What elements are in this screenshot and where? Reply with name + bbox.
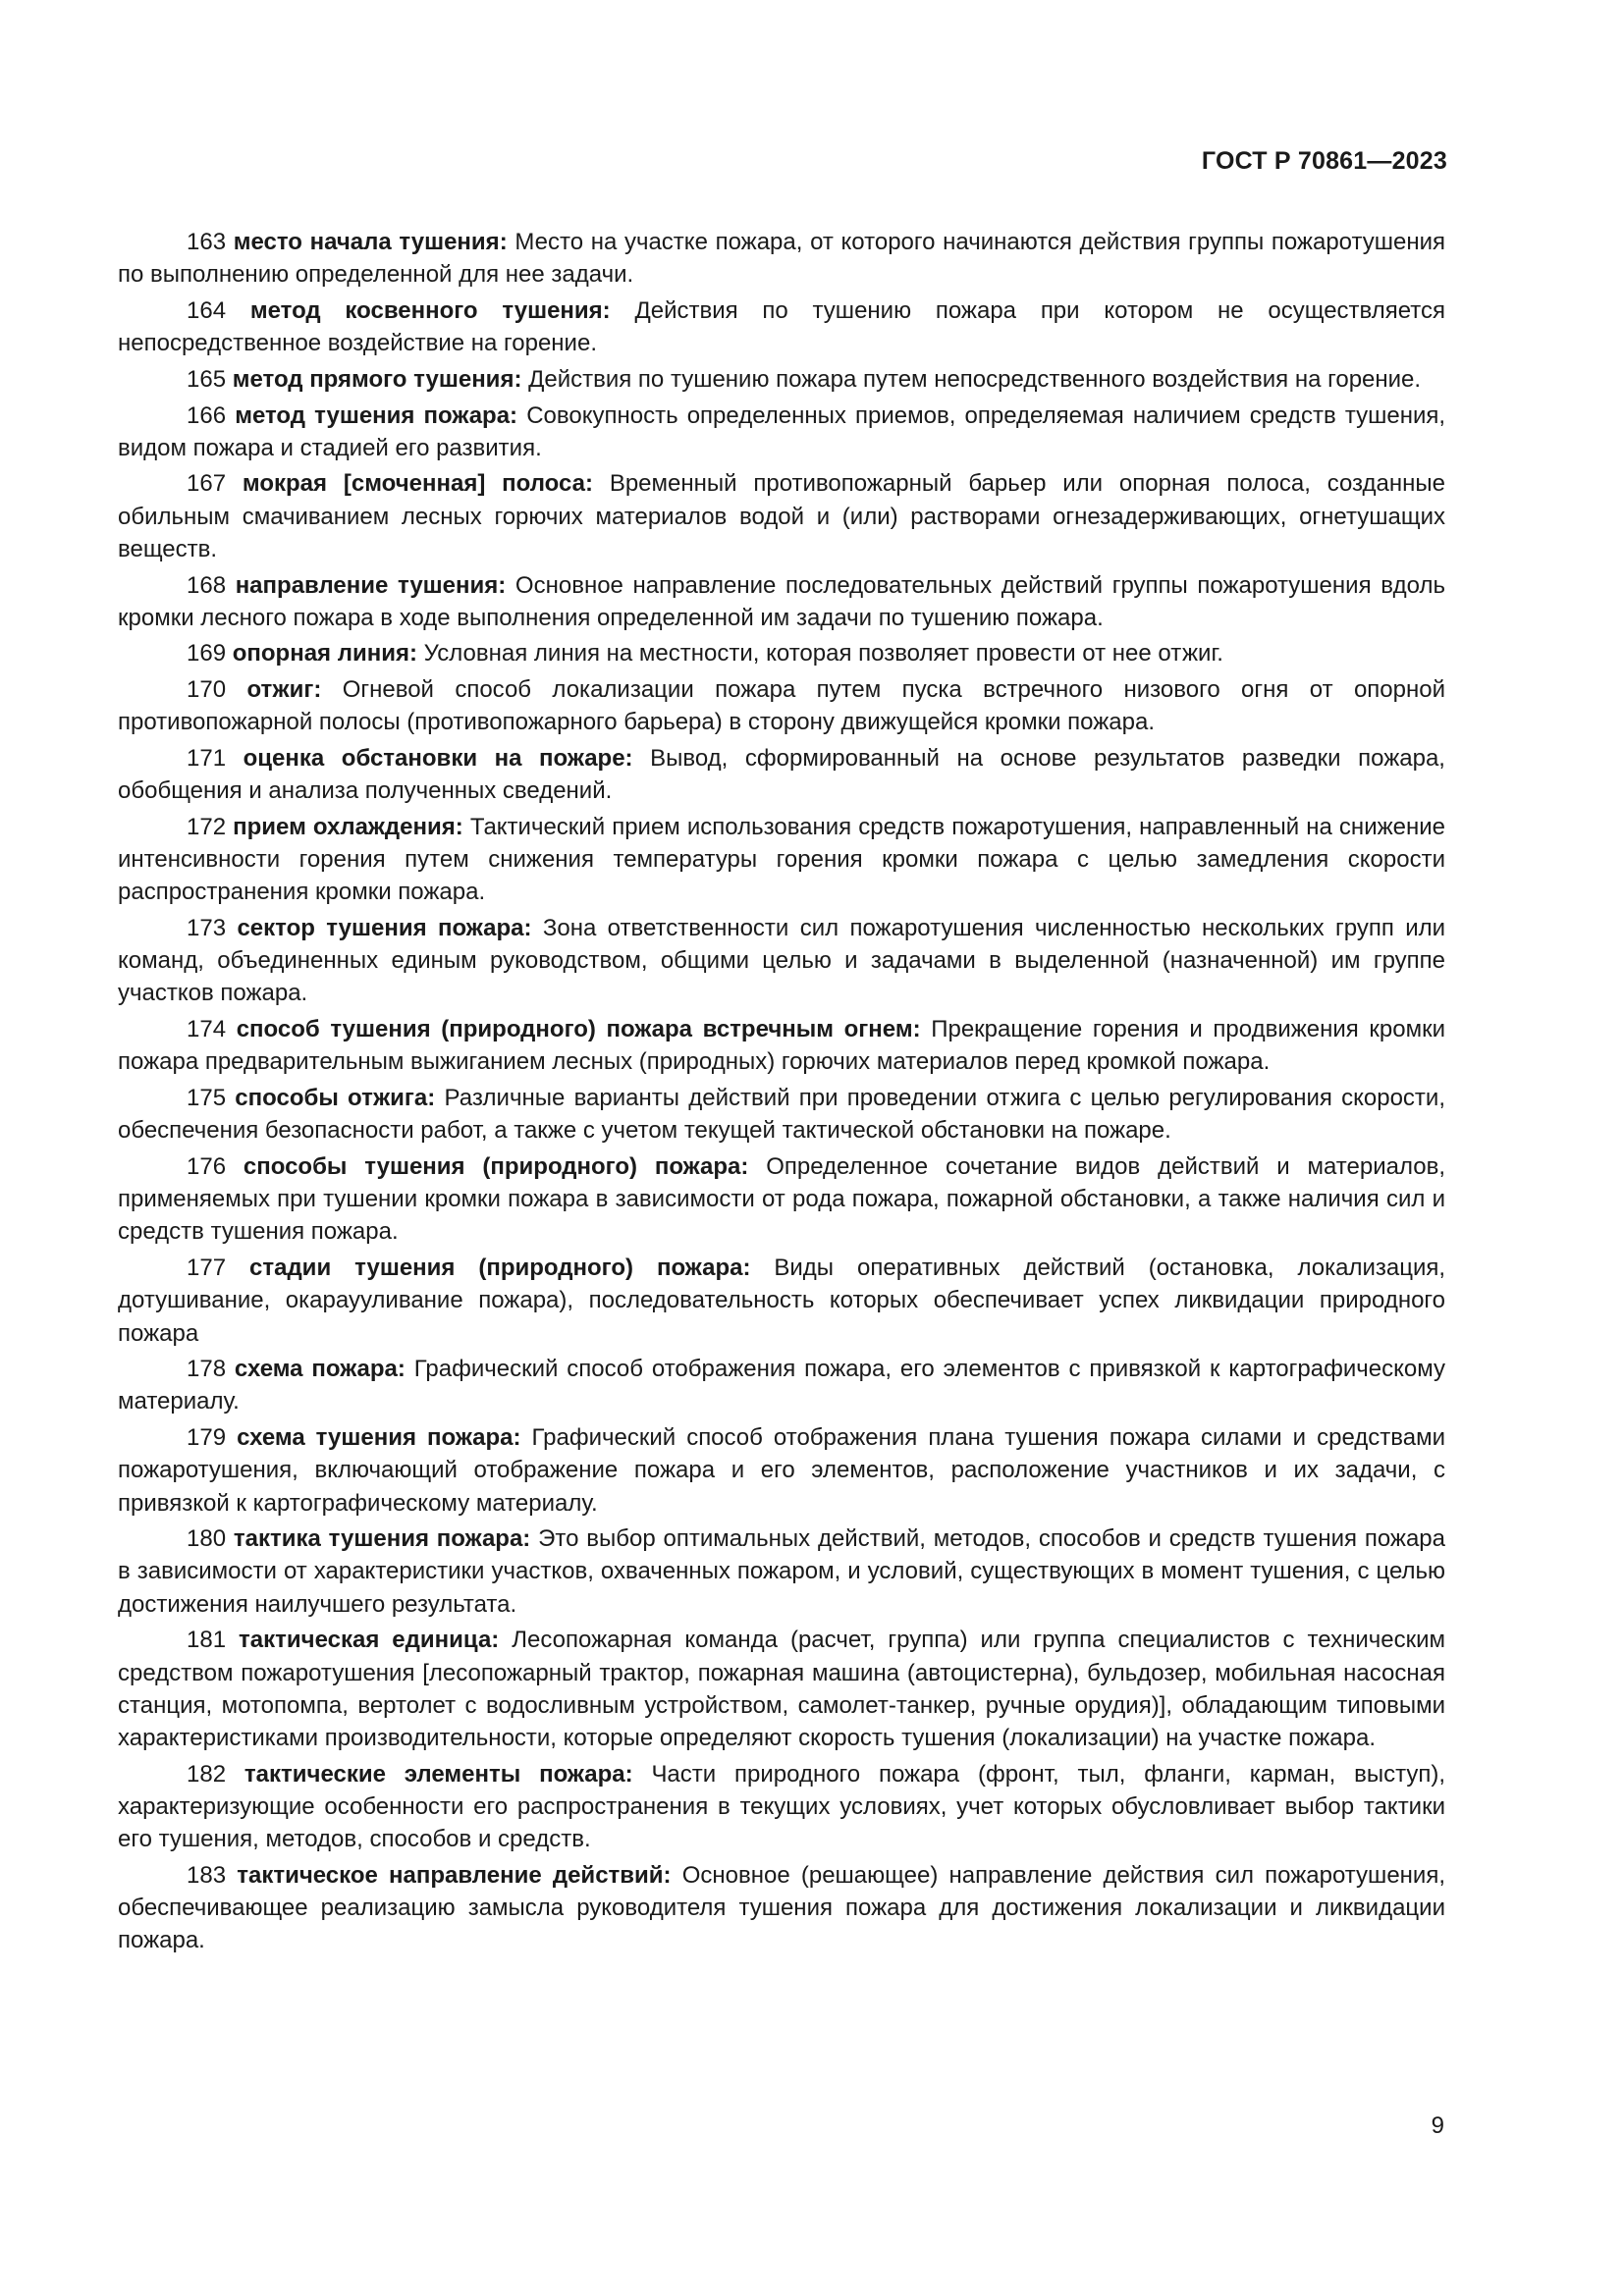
term-entry-167	[118, 467, 1445, 565]
term-definition: Прекращение горения и продвижения кромки пожара предварительным выжиганием лесных (природных) горючих материалов перед кромкой пожара.	[118, 1016, 1446, 1076]
term-number: 172	[187, 813, 227, 840]
term-entry-183	[118, 1859, 1445, 1957]
term-definition: Это выбор оптимальных действий, методов, способов и средств тушения пожара в зависимости от характеристики участков, охваченных пожаром, и условий, существующих в момент тушения, с целью достижения наилучшего результата.	[118, 1525, 1446, 1618]
term-number: 164	[187, 296, 227, 324]
term-entry-177	[118, 1252, 1445, 1350]
term-number: 180	[187, 1525, 227, 1553]
term-title: схема пожара:	[234, 1356, 406, 1383]
term-definition: Основное (решающее) направление действия сил пожаротушения, обеспечивающее реализацию замысла руководителя тушения пожара для достижения локализации и ликвидации пожара.	[118, 1861, 1445, 1954]
term-title: место начала тушения:	[233, 229, 508, 255]
term-entry-180	[118, 1522, 1445, 1621]
term-number: 177	[187, 1255, 227, 1282]
term-definition: Место на участке пожара, от которого начинаются действия группы пожаротушения по выполнению определенной для нее задачи.	[118, 229, 1446, 289]
term-definition: Условная линия на местности, которая позволяет провести от нее отжиг.	[423, 640, 1223, 667]
term-number: 175	[187, 1085, 227, 1112]
term-title: оценка обстановки на пожаре:	[243, 745, 633, 773]
term-number: 181	[187, 1627, 227, 1654]
term-entry-181	[118, 1624, 1445, 1754]
term-definition: Огневой способ локализации пожара путем пуска встречного низового огня от опорной противопожарной полосы (противопожарного барьера) в сторону движущейся кромки пожара.	[118, 676, 1446, 736]
term-definition: Лесопожарная команда (расчет, группа) или группа специалистов с техническим средством пожаротушения [лесопожарный трактор, пожарная машина (автоцистерна), бульдозер, мобильная насосная станция, мотопомпа, вертолет с водосливным устройством, самолет-танкер, ручные орудия)], обладающим типовыми характеристиками производительности, которые определяют скорость тушения (локализации) на участке пожара.	[118, 1627, 1446, 1751]
term-title: стадии тушения (природного) пожара:	[249, 1255, 751, 1282]
term-entry-179	[118, 1421, 1445, 1520]
term-definition: Графический способ отображения плана тушения пожара силами и средствами пожаротушения, включающий отображение пожара и его элементов, расположение участников и их задачи, с привязкой к картографическому материалу.	[118, 1424, 1445, 1517]
term-number: 183	[187, 1861, 227, 1889]
term-title: способ тушения (природного) пожара встречным огнем:	[236, 1016, 921, 1043]
term-title: метод прямого тушения:	[232, 365, 522, 393]
term-number: 178	[187, 1356, 227, 1383]
term-definition: Графический способ отображения пожара, его элементов с привязкой к картографическому материалу.	[118, 1356, 1445, 1415]
term-entry-171	[118, 742, 1445, 807]
term-definition: Совокупность определенных приемов, определяемая наличием средств тушения, видом пожара и стадией его развития.	[118, 401, 1446, 461]
term-definition: Действия по тушению пожара путем непосредственного воздействия на горение.	[528, 365, 1422, 393]
term-title: тактическое направление действий:	[237, 1861, 672, 1889]
term-entry-174	[118, 1013, 1445, 1078]
term-definition: Определенное сочетание видов действий и материалов, применяемых при тушении кромки пожара в зависимости от рода пожара, пожарной обстановки, а также наличия сил и средств тушения пожара.	[118, 1152, 1446, 1246]
term-number: 170	[187, 676, 227, 704]
term-definition: Различные варианты действий при проведении отжига с целью регулирования скорости, обеспечения безопасности работ, а также с учетом текущей тактической обстановки на пожаре.	[118, 1085, 1445, 1145]
term-definition: Вывод, сформированный на основе результатов разведки пожара, обобщения и анализа полученных сведений.	[118, 745, 1445, 805]
term-definition: Тактический прием использования средств пожаротушения, направленный на снижение интенсивности горения путем снижения температуры горения кромки пожара с целью замедления скорости распространения кромки пожара.	[118, 813, 1446, 906]
term-entry-173	[118, 912, 1445, 1010]
term-title: метод тушения пожара:	[235, 401, 518, 429]
term-title: тактическая единица:	[239, 1627, 500, 1654]
term-number: 176	[187, 1152, 227, 1180]
terms-list	[118, 226, 1445, 1960]
term-definition: Зона ответственности сил пожаротушения численностью нескольких групп или команд, объединенных единым руководством, общими целью и задачами в выделенной (назначенной) им группе участков пожара.	[118, 915, 1446, 1007]
term-entry-166	[118, 400, 1445, 464]
term-entry-168	[118, 569, 1445, 634]
term-title: сектор тушения пожара:	[237, 915, 532, 942]
term-entry-176	[118, 1150, 1445, 1249]
term-title: прием охлаждения:	[233, 813, 463, 840]
term-title: тактика тушения пожара:	[233, 1525, 531, 1553]
term-title: способы тушения (природного) пожара:	[243, 1152, 749, 1180]
term-number: 169	[187, 640, 227, 667]
term-number: 173	[187, 915, 227, 942]
term-definition: Основное направление последовательных действий группы пожаротушения вдоль кромки лесного пожара в ходе выполнения определенной им задачи по тушению пожара.	[118, 571, 1446, 631]
term-title: схема тушения пожара:	[237, 1424, 521, 1452]
term-entry-172	[118, 811, 1445, 909]
term-title: метод косвенного тушения:	[249, 296, 611, 324]
term-entry-163	[118, 226, 1445, 291]
term-number: 166	[187, 401, 227, 429]
term-title: направление тушения:	[235, 571, 507, 599]
term-number: 168	[187, 571, 227, 599]
term-entry-175	[118, 1082, 1445, 1147]
term-entry-170	[118, 673, 1445, 738]
term-title: мокрая [смоченная] полоса:	[242, 470, 593, 498]
term-definition: Временный противопожарный барьер или опорная полоса, созданные обильным смачиванием лесных горючих материалов водой и (или) растворами огнезадерживающих, огнетушащих веществ.	[118, 470, 1445, 562]
term-number: 174	[187, 1016, 227, 1043]
term-definition: Виды оперативных действий (остановка, локализация, дотушивание, окараууливание пожара), последовательность которых обеспечивает успех ликвидации природного пожара	[118, 1255, 1446, 1347]
term-title: тактические элементы пожара:	[244, 1760, 633, 1788]
term-number: 167	[187, 470, 227, 498]
term-entry-165	[118, 363, 1445, 396]
term-definition: Части природного пожара (фронт, тыл, фланги, карман, выступ), характеризующие особенности его распространения в текущих условиях, учет которых обусловливает выбор тактики его тушения, методов, способов и средств.	[118, 1760, 1446, 1853]
document-header: ГОСТ Р 70861—2023	[1201, 147, 1447, 175]
term-title: опорная линия:	[232, 640, 417, 667]
term-number: 163	[187, 229, 227, 255]
term-definition: Действия по тушению пожара при котором не осуществляется непосредственное воздействие на горение.	[118, 296, 1446, 357]
term-entry-164	[118, 294, 1445, 359]
term-entry-182	[118, 1758, 1445, 1856]
term-title: отжиг:	[246, 676, 322, 704]
page-number: 9	[1431, 2112, 1444, 2139]
term-entry-178	[118, 1353, 1445, 1417]
term-number: 182	[187, 1760, 227, 1788]
term-entry-169	[118, 637, 1445, 669]
term-number: 165	[187, 365, 227, 393]
term-title: способы отжига:	[235, 1085, 436, 1112]
term-number: 171	[187, 745, 227, 773]
term-number: 179	[187, 1424, 227, 1452]
